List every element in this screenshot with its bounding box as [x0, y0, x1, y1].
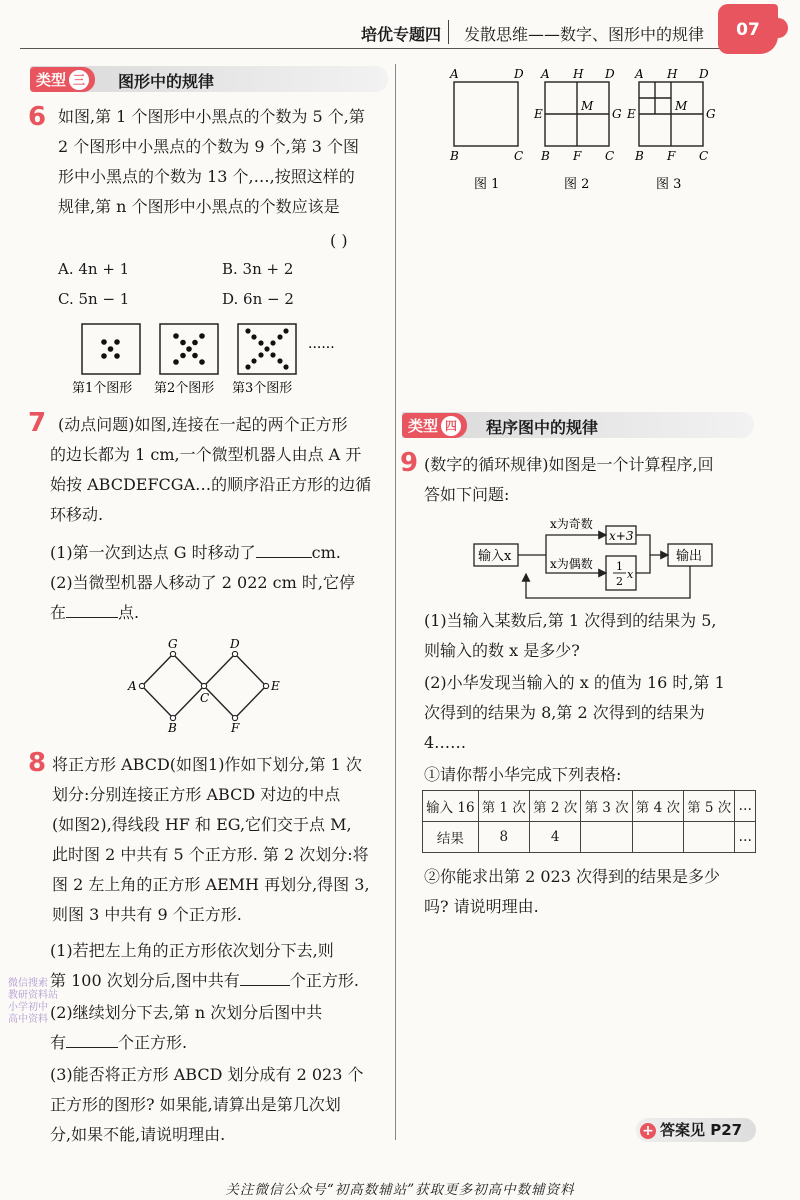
q9-text: (数字的循环规律)如图是一个计算程序,回 答如下问题:: [424, 455, 714, 504]
svg-text:M: M: [675, 99, 688, 113]
q6-option-a: A. 4n + 1: [58, 260, 130, 278]
header-rule: [20, 48, 720, 49]
section-header-3: [30, 66, 388, 92]
svg-text:H: H: [573, 67, 584, 81]
figure-3-label: 第3个图形: [232, 381, 293, 396]
svg-text:B: B: [541, 149, 550, 163]
question-number-8: 8: [28, 748, 47, 778]
svg-text:A: A: [128, 679, 137, 693]
figure-1-dots: [101, 339, 120, 359]
q6-answer-paren: ( ): [330, 231, 348, 250]
svg-text:C: C: [605, 149, 615, 163]
svg-text:C: C: [699, 149, 709, 163]
q6-option-b: B. 3n + 2: [222, 260, 294, 278]
question-number-6: 6: [28, 102, 47, 132]
svg-text:图 1: 图 1: [474, 177, 500, 192]
column-divider: [395, 64, 396, 1140]
svg-text:图 2: 图 2: [564, 177, 590, 192]
section-title: 图形中的规律: [118, 72, 215, 91]
q7-text: (动点问题)如图,连接在一起的两个正方形 的边长都为 1 cm,一个微型机器人由点 A 开 始按 ABCDEFCGA…的顺序沿正方形的边循 环移动.: [50, 415, 372, 524]
q8-sub1-cont: 第 100 次划分后,图中共有 个正方形.: [50, 971, 359, 990]
svg-text:A: A: [450, 67, 459, 81]
q8-sub2: (2)继续划分下去,第 n 次划分后图中共: [50, 1003, 323, 1022]
q7-sub2: (2)当微型机器人移动了 2 022 cm 时,它停: [50, 573, 355, 592]
svg-text:1: 1: [616, 560, 623, 573]
header-separator: [448, 20, 449, 44]
svg-text:H: H: [667, 67, 678, 81]
svg-text:x为奇数: x为奇数: [550, 517, 593, 531]
svg-text:E: E: [271, 679, 280, 693]
q9-flowchart: [470, 512, 730, 602]
svg-text:G: G: [706, 107, 716, 121]
svg-text:G: G: [168, 637, 178, 651]
svg-text:D: D: [605, 67, 615, 81]
svg-text:x: x: [627, 568, 634, 581]
q6-option-d: D. 6n − 2: [222, 290, 294, 308]
page-number: 07: [718, 4, 778, 54]
q9-sub1: (1)当输入某数后,第 1 次得到的结果为 5, 则输入的数 x 是多少?: [424, 611, 717, 660]
svg-text:A: A: [541, 67, 550, 81]
q8-blank-1[interactable]: [240, 985, 290, 986]
answer-reference: + 答案见 P27: [636, 1118, 756, 1142]
q9-result-table: [422, 790, 756, 853]
section-title: 程序图中的规律: [486, 418, 599, 437]
svg-text:F: F: [231, 721, 240, 734]
svg-text:A: A: [635, 67, 644, 81]
svg-text:图 3: 图 3: [656, 177, 682, 192]
fig1-square: [454, 82, 518, 146]
table-blank-cell[interactable]: [684, 822, 735, 853]
watermark-stamp: 微信搜索 教研资料站 小学初中 高中资料: [8, 978, 58, 1025]
svg-text:M: M: [581, 99, 594, 113]
svg-text:C: C: [200, 691, 210, 705]
q8-sub2-cont: 有 个正方形.: [50, 1033, 188, 1052]
svg-text:C: C: [514, 149, 524, 163]
figure-2-dots: [173, 333, 205, 365]
q7-blank-2[interactable]: [66, 617, 118, 618]
q9-sub2a: ①请你帮小华完成下列表格:: [424, 765, 622, 784]
q8-text: 将正方形 ABCD(如图1)作如下划分,第 1 次 划分:分别连接正方形 ABCD 对边的中点 (如图2),得线段 HF 和 EG,它们交于点 M, 此时图 2 中共有 5 个正方形. 第 2 次划分:将 图 2 左上角的正方形 AEMH 再划分,得图 3, 则图 3 中共有 9 个正方形.: [52, 755, 370, 924]
q9-sub2b: ②你能求出第 2 023 次得到的结果是多少 吗? 请说明理由.: [424, 867, 720, 916]
q7-blank-1[interactable]: [256, 557, 312, 558]
svg-text:B: B: [635, 149, 644, 163]
q8-sub1: (1)若把左上角的正方形依次划分下去,则: [50, 941, 334, 960]
svg-text:F: F: [573, 149, 582, 163]
table-blank-cell[interactable]: [581, 822, 632, 853]
table-blank-cell[interactable]: [632, 822, 683, 853]
q8-blank-2[interactable]: [66, 1047, 118, 1048]
svg-text:B: B: [450, 149, 459, 163]
q6-text: 如图,第 1 个图形中小黑点的个数为 5 个,第 2 个图形中小黑点的个数为 9 个,第 3 个图 形中小黑点的个数为 13 个,…,按照这样的 规律,第 n 个图形中小黑点的个数应该是: [58, 107, 365, 216]
q6-dot-figures: [70, 318, 390, 400]
section-pill: 类型 四: [402, 413, 467, 438]
footer-note: 关注微信公众号“初高数辅站”获取更多初高中数辅资料: [225, 1182, 575, 1198]
svg-text:x为偶数: x为偶数: [550, 557, 593, 571]
svg-text:2: 2: [616, 575, 623, 588]
header-title: 发散思维——数字、图形中的规律: [464, 25, 705, 44]
figure-1-label: 第1个图形: [72, 381, 133, 396]
q6-option-c: C. 5n − 1: [58, 290, 130, 308]
question-number-9: 9: [400, 448, 419, 478]
svg-text:G: G: [612, 107, 622, 121]
table-row: 输入 16 第 1 次 第 2 次 第 3 次 第 4 次 第 5 次 …: [423, 791, 756, 822]
svg-text:F: F: [667, 149, 676, 163]
q7-sub1: (1)第一次到达点 G 时移动了 cm.: [50, 543, 341, 562]
svg-text:E: E: [627, 107, 636, 121]
q8-square-figures: [440, 64, 730, 194]
q9-sub2: (2)小华发现当输入的 x 的值为 16 时,第 1 次得到的结果为 8,第 2 次得到的结果为 4……: [424, 673, 725, 752]
svg-text:B: B: [168, 721, 177, 734]
svg-text:E: E: [534, 107, 543, 121]
svg-text:D: D: [230, 637, 240, 651]
q8-sub3: (3)能否将正方形 ABCD 划分成有 2 023 个 正方形的图形? 如果能,请算出是第几次划 分,如果不能,请说明理由.: [50, 1065, 364, 1144]
svg-text:输出: 输出: [676, 549, 703, 564]
header-tag: 培优专题四: [361, 25, 442, 44]
figure-3-dots: [245, 328, 288, 369]
svg-text:D: D: [699, 67, 709, 81]
q7-squares-figure: [120, 634, 300, 734]
figure-2-label: 第2个图形: [154, 381, 215, 396]
svg-text:D: D: [514, 67, 524, 81]
q7-sub2-cont: 在 点.: [50, 603, 140, 622]
svg-text:x+3: x+3: [609, 529, 634, 543]
section-pill: 类型 三: [30, 67, 95, 92]
table-row: 结果 8 4 …: [423, 822, 756, 853]
svg-text:输入x: 输入x: [478, 549, 512, 564]
section-header-4: [402, 412, 754, 438]
plus-icon: +: [640, 1123, 656, 1139]
figure-ellipsis: ······: [308, 340, 335, 356]
question-number-7: 7: [28, 408, 47, 438]
